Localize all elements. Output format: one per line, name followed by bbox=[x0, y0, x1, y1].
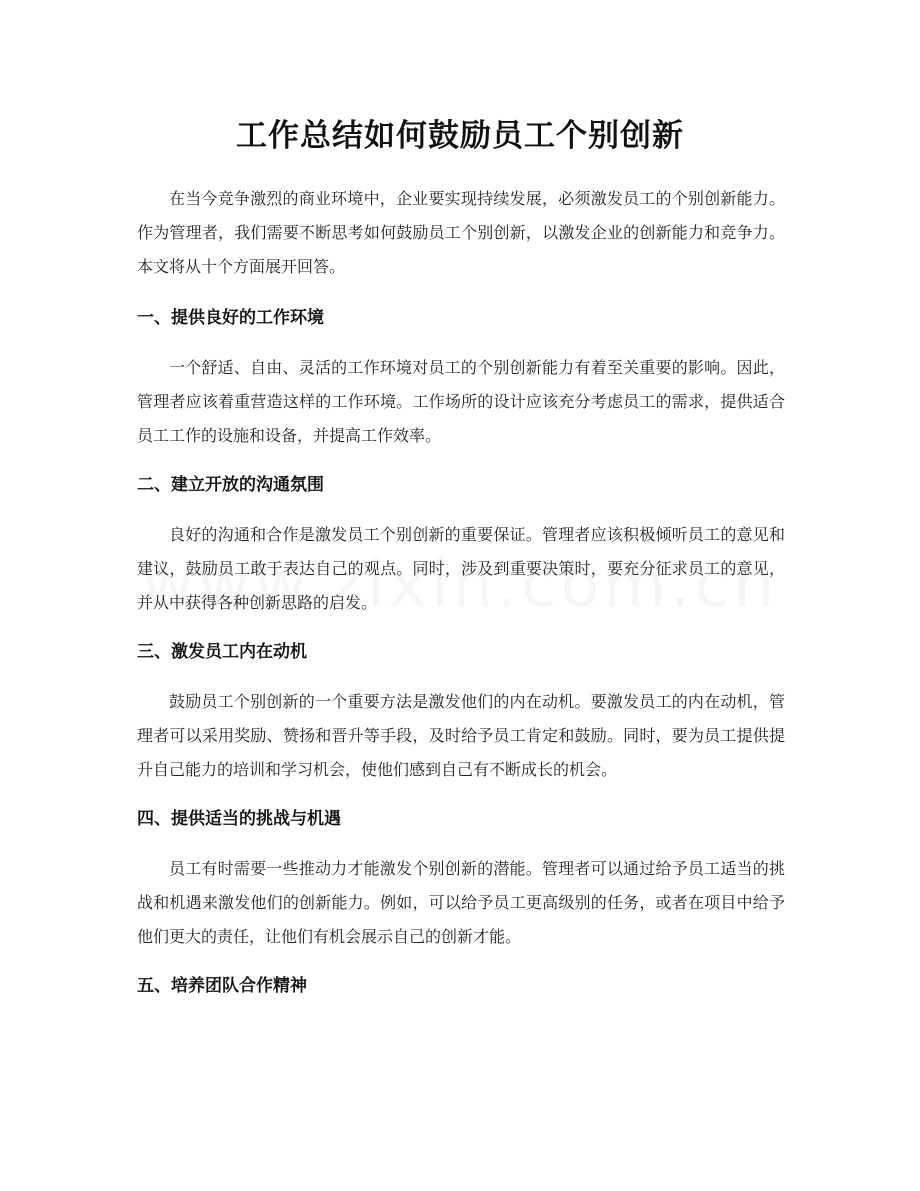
section-body-4: 员工有时需要一些推动力才能激发个别创新的潜能。管理者可以通过给予员工适当的挑战和机遇来激发他们的创新能力。例如，可以给予员工更高级别的任务，或者在项目中给予他们更大的责任，让他们有机会展示自己的创新才能。 bbox=[137, 859, 785, 946]
section-heading-2: 二、建立开放的沟通氛围 bbox=[137, 475, 324, 495]
section-body-2: 良好的沟通和合作是激发员工个别创新的重要保证。管理者应该积极倾听员工的意见和建议，鼓励员工敢于表达自己的观点。同时，涉及到重要决策时，要充分征求员工的意见，并从中获得各种创新思路的启发。 bbox=[137, 525, 785, 612]
intro-paragraph: 在当今竞争激烈的商业环境中，企业要实现持续发展，必须激发员工的个别创新能力。作为管理者，我们需要不断思考如何鼓励员工个别创新，以激发企业的创新能力和竞争力。本文将从十个方面展开回答。 bbox=[137, 189, 785, 276]
section-heading-3: 三、激发员工内在动机 bbox=[137, 642, 307, 662]
section-body-1: 一个舒适、自由、灵活的工作环境对员工的个别创新能力有着至关重要的影响。因此，管理者应该着重营造这样的工作环境。工作场所的设计应该充分考虑员工的需求，提供适合员工工作的设施和设备，并提高工作效率。 bbox=[137, 358, 785, 445]
section-heading-5: 五、培养团队合作精神 bbox=[137, 976, 307, 996]
document-title: 工作总结如何鼓励员工个别创新 bbox=[236, 118, 684, 154]
document-body bbox=[137, 182, 785, 1000]
section-body-3: 鼓励员工个别创新的一个重要方法是激发他们的内在动机。要激发员工的内在动机，管理者可以采用奖励、赞扬和晋升等手段，及时给予员工肯定和鼓励。同时，要为员工提供提升自己能力的培训和学习机会，使他们感到自己有不断成长的机会。 bbox=[137, 692, 785, 779]
section-heading-1: 一、提供良好的工作环境 bbox=[137, 308, 324, 328]
section-heading-4: 四、提供适当的挑战与机遇 bbox=[137, 809, 341, 829]
